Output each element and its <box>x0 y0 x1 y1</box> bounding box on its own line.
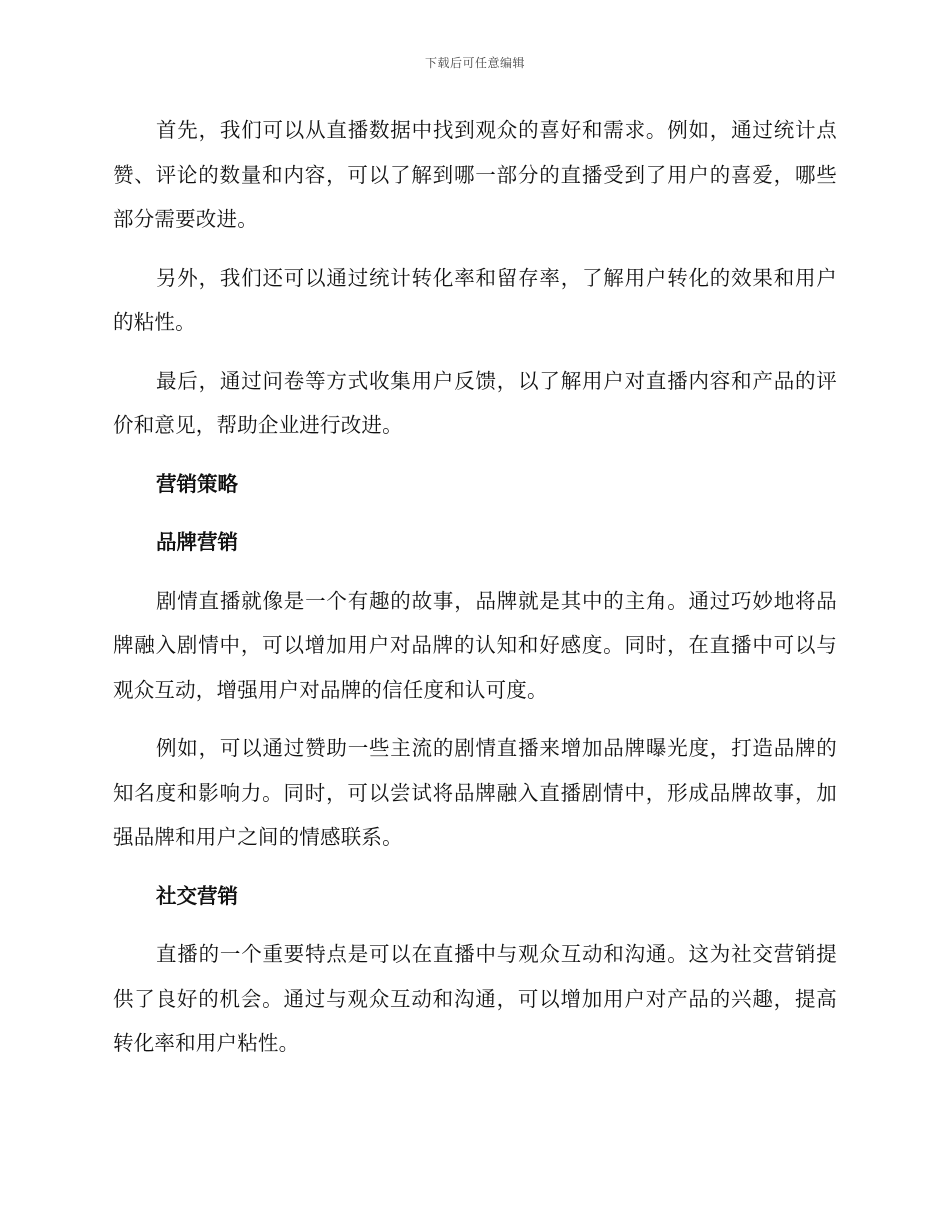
paragraph-brand-example: 例如，可以通过赞助一些主流的剧情直播来增加品牌曝光度，打造品牌的知名度和影响力。同时，可以尝试将品牌融入直播剧情中，形成品牌故事，加强品牌和用户之间的情感联系。 <box>113 736 837 849</box>
heading-social-marketing: 社交营销 <box>156 883 238 908</box>
paragraph-brand-story: 剧情直播就像是一个有趣的故事，品牌就是其中的主角。通过巧妙地将品牌融入剧情中，可以增加用户对品牌的认知和好感度。同时，在直播中可以与观众互动，增强用户对品牌的信任度和认可度。 <box>113 588 837 702</box>
document-body <box>113 108 837 1080</box>
paragraph-data-insights: 首先，我们可以从直播数据中找到观众的喜好和需求。例如，通过统计点赞、评论的数量和内容，可以了解到哪一部分的直播受到了用户的喜爱，哪些部分需要改进。 <box>113 118 837 231</box>
heading-brand-marketing: 品牌营销 <box>156 530 238 554</box>
paragraph-conversion-retention: 另外，我们还可以通过统计转化率和留存率，了解用户转化的效果和用户的粘性。 <box>113 265 837 334</box>
heading-marketing-strategy: 营销策略 <box>156 471 238 496</box>
paragraph-user-feedback: 最后，通过问卷等方式收集用户反馈，以了解用户对直播内容和产品的评价和意见，帮助企业进行改进。 <box>113 368 837 437</box>
page-header: 下载后可任意编辑 <box>424 56 525 70</box>
paragraph-social-interaction: 直播的一个重要特点是可以在直播中与观众互动和沟通。这为社交营销提供了良好的机会。通过与观众互动和沟通，可以增加用户对产品的兴趣，提高转化率和用户粘性。 <box>113 942 837 1055</box>
